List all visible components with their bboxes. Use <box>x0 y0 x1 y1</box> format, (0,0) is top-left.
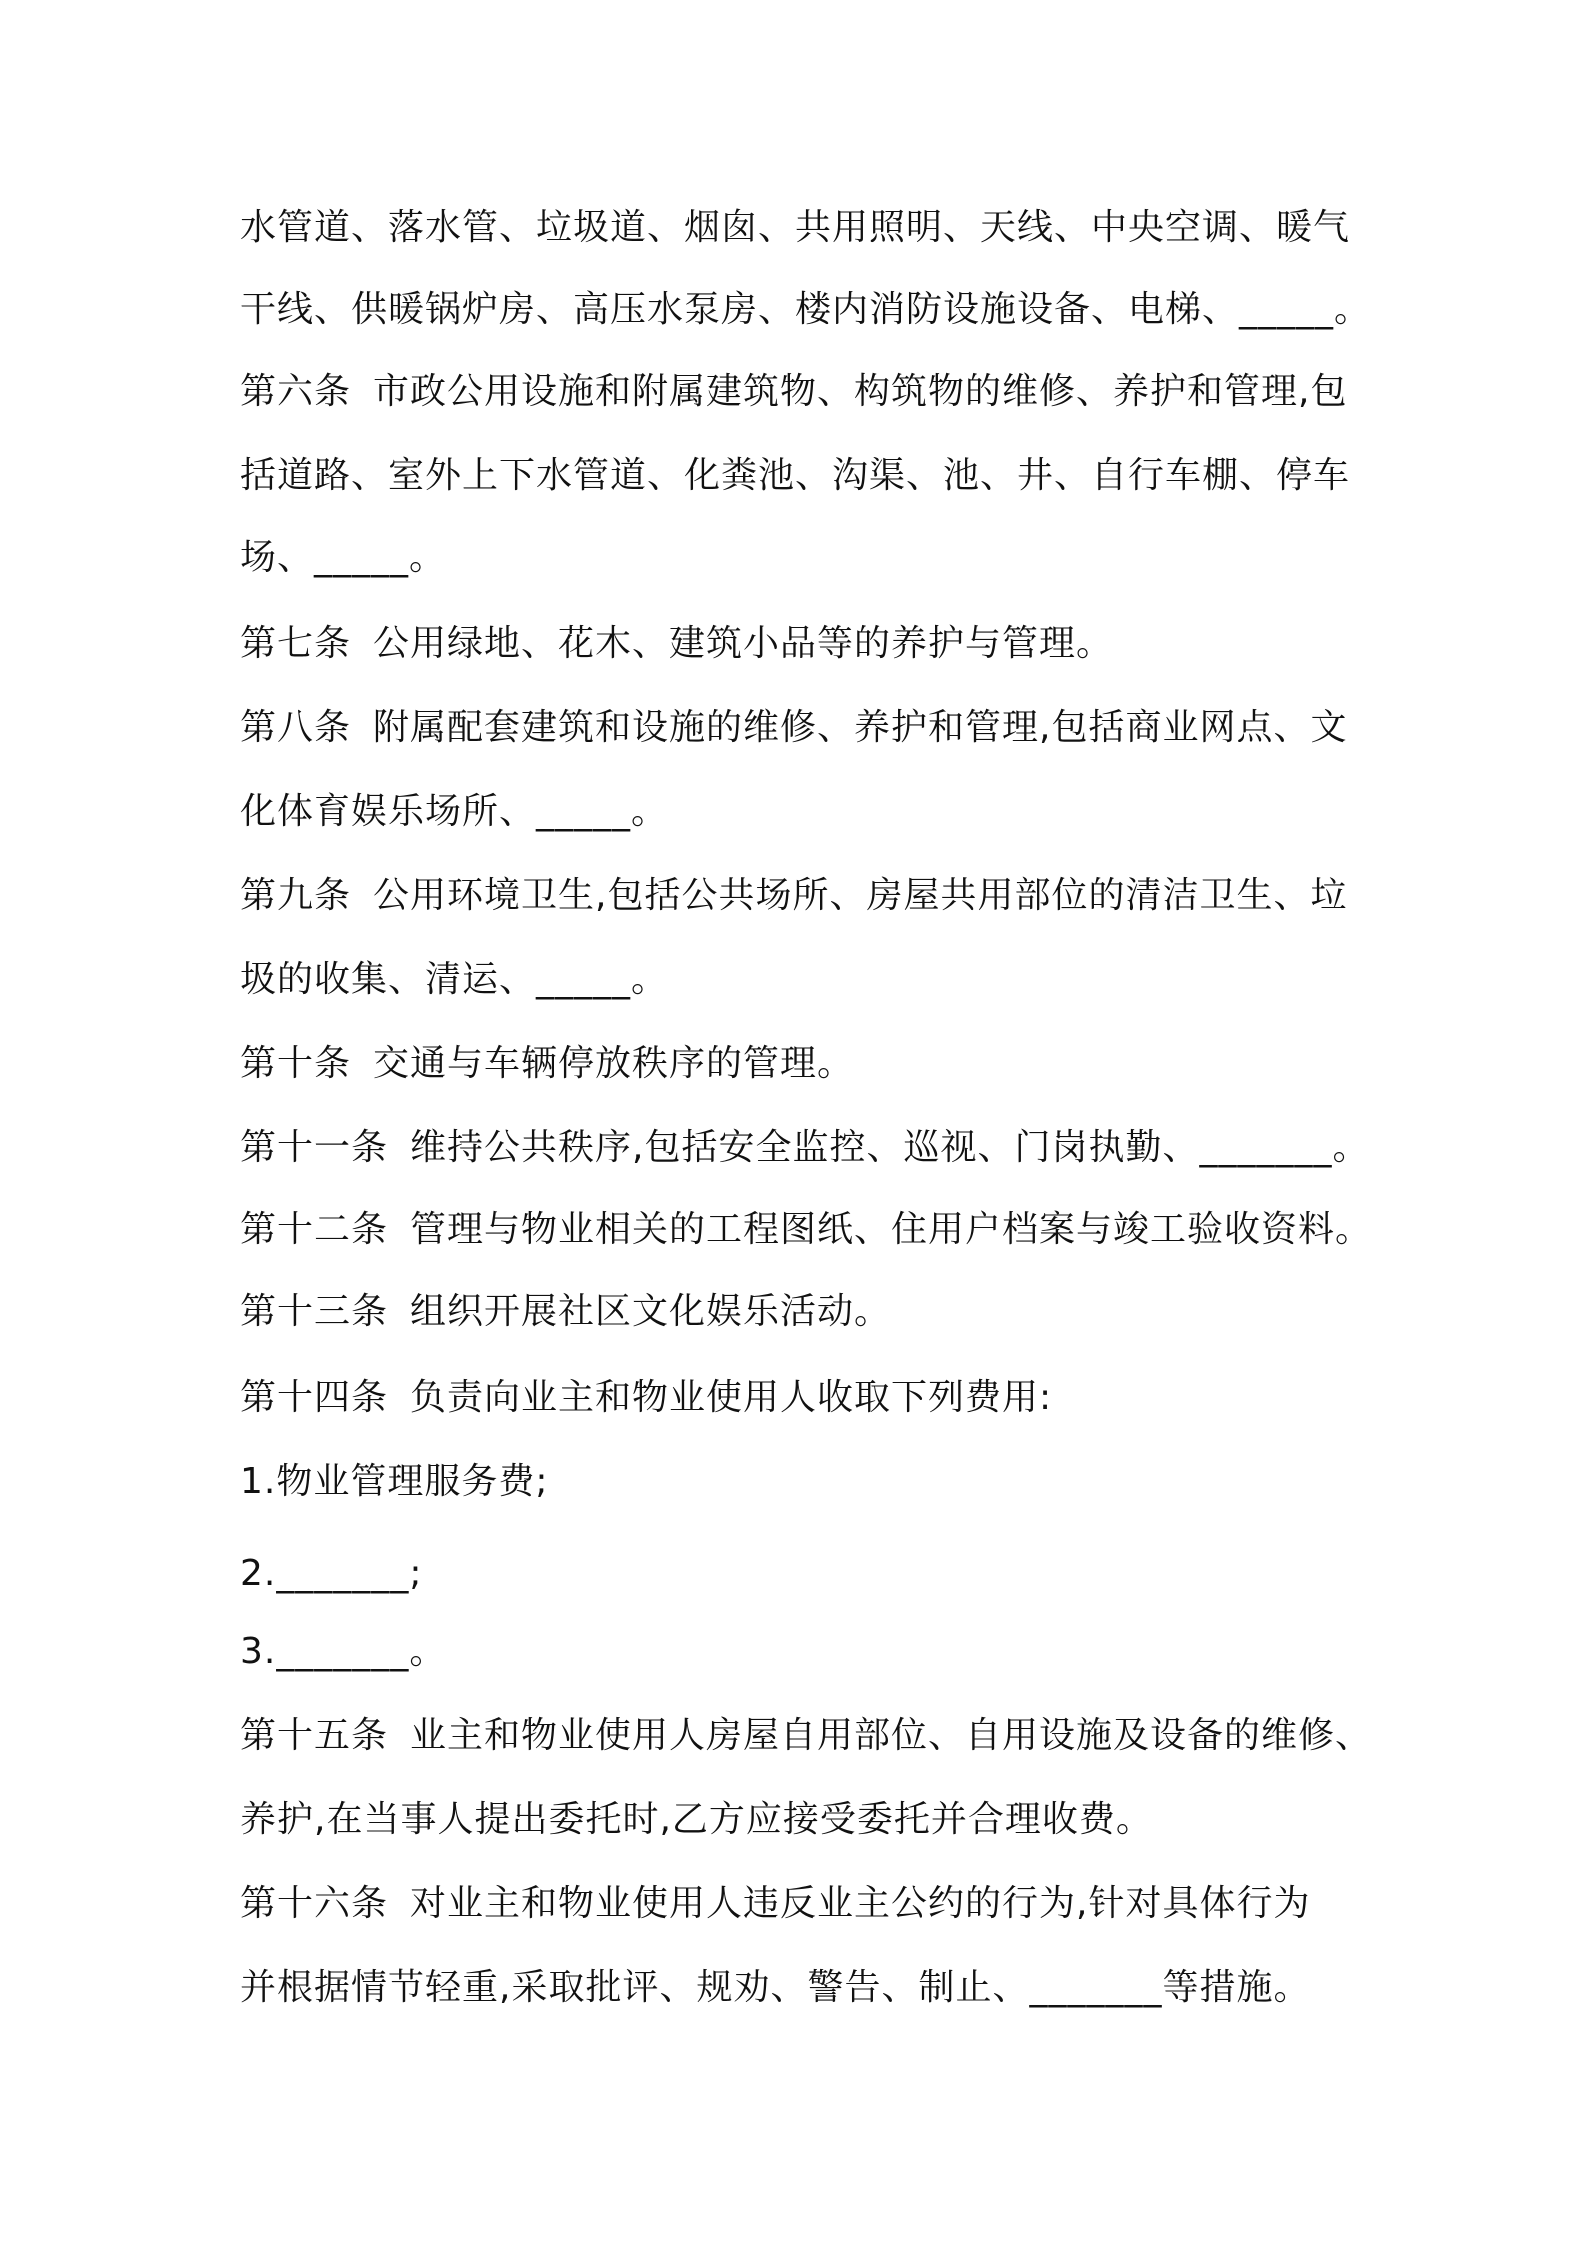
list-item <box>240 1552 422 1596</box>
article-text: 组织开展社区文化娱乐活动。 <box>410 1291 892 1332</box>
line-text: 圾的收集、清运、_____。 <box>240 959 669 1000</box>
line-text: 养护,在当事人提出委托时,乙方应接受委托并合理收费。 <box>240 1799 1153 1840</box>
text-line <box>240 958 668 1002</box>
text-line <box>240 206 1350 250</box>
article-text: 业主和物业使用人房屋自用部位、自用设施及设备的维修、 <box>410 1715 1373 1756</box>
article-number: 第十二条 <box>240 1209 389 1250</box>
article-15-line <box>240 1714 1372 1758</box>
article-number: 第十六条 <box>240 1883 389 1924</box>
article-13-line <box>240 1290 891 1334</box>
list-item-text: 1.物业管理服务费; <box>240 1461 549 1502</box>
list-item <box>240 1460 548 1504</box>
article-7-line <box>240 622 1113 666</box>
article-number: 第十三条 <box>240 1291 389 1332</box>
article-text: 公用绿地、花木、建筑小品等的养护与管理。 <box>373 623 1114 664</box>
article-8-line <box>240 706 1347 750</box>
article-number: 第九条 <box>240 875 352 916</box>
article-text: 交通与车辆停放秩序的管理。 <box>373 1043 855 1084</box>
line-text: 并根据情节轻重,采取批评、规劝、警告、制止、_______等措施。 <box>240 1967 1311 2008</box>
article-6-line <box>240 370 1347 414</box>
article-number: 第八条 <box>240 707 352 748</box>
article-text: 附属配套建筑和设施的维修、养护和管理,包括商业网点、文 <box>373 707 1348 748</box>
line-text: 场、_____。 <box>240 537 447 578</box>
line-text: 括道路、室外上下水管道、化粪池、沟渠、池、井、自行车棚、停车 <box>240 455 1351 496</box>
text-line <box>240 790 668 834</box>
article-number: 第六条 <box>240 371 352 412</box>
article-number: 第十四条 <box>240 1377 389 1418</box>
list-item <box>240 1630 446 1674</box>
article-number: 第十五条 <box>240 1715 389 1756</box>
text-line <box>240 288 1371 332</box>
line-text: 水管道、落水管、垃圾道、烟囱、共用照明、天线、中央空调、暖气 <box>240 207 1351 248</box>
article-text: 公用环境卫生,包括公共场所、房屋共用部位的清洁卫生、垃 <box>373 875 1348 916</box>
list-item-text: 3._______。 <box>240 1631 447 1672</box>
text-line <box>240 536 446 580</box>
article-text: 维持公共秩序,包括安全监控、巡视、门岗执勤、_______。 <box>410 1127 1370 1168</box>
line-text: 干线、供暖锅炉房、高压水泵房、楼内消防设施设备、电梯、_____。 <box>240 289 1372 330</box>
article-text: 管理与物业相关的工程图纸、住用户档案与竣工验收资料。 <box>410 1209 1373 1250</box>
article-10-line <box>240 1042 854 1086</box>
article-number: 第十一条 <box>240 1127 389 1168</box>
article-text: 负责向业主和物业使用人收取下列费用: <box>410 1377 1053 1418</box>
article-14-line <box>240 1376 1052 1420</box>
list-item-text: 2._______; <box>240 1553 423 1594</box>
line-text: 化体育娱乐场所、_____。 <box>240 791 669 832</box>
article-16-line <box>240 1882 1310 1926</box>
article-11-line <box>240 1126 1369 1170</box>
article-text: 对业主和物业使用人违反业主公约的行为,针对具体行为 <box>410 1883 1311 1924</box>
article-text: 市政公用设施和附属建筑物、构筑物的维修、养护和管理,包 <box>373 371 1348 412</box>
text-line <box>240 1798 1153 1842</box>
text-line <box>240 1966 1310 2010</box>
article-12-line <box>240 1208 1372 1252</box>
text-line <box>240 454 1350 498</box>
article-number: 第七条 <box>240 623 352 664</box>
article-9-line <box>240 874 1347 918</box>
article-number: 第十条 <box>240 1043 352 1084</box>
